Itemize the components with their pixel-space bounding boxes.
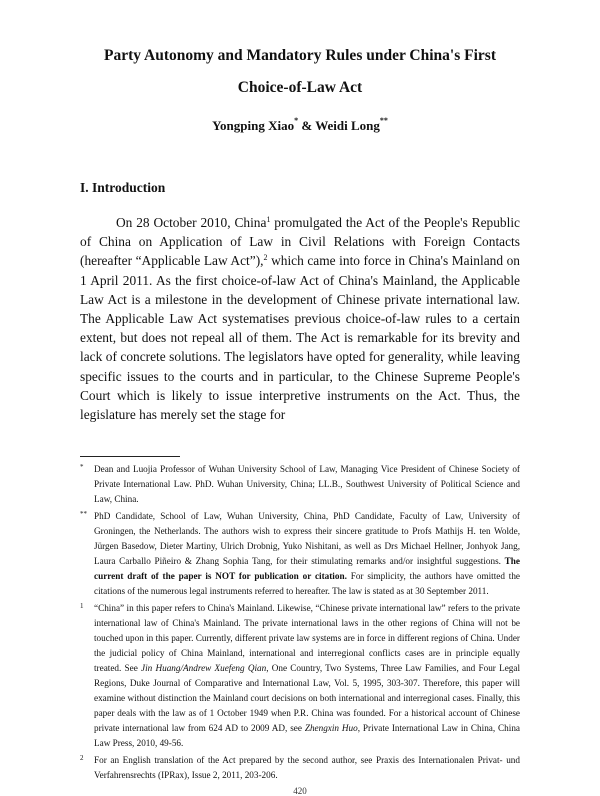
paper-title-line-2: Choice-of-Law Act	[237, 79, 363, 96]
author-line	[60, 118, 540, 134]
footnote-1-text-a: “China” in this paper refers to China's Mainland. Likewise, “Chinese private international law” refers to the private international law of China's Mainland. The private international laws in the other regions of China will not be touched upon in this paper. Currently, different private law systems are in force in different regions of China. Under the judicial policy of China Mainland, international and interregional conflicts cases are in principle equally treated. See	[94, 603, 520, 673]
footnote-ref-1: 1	[266, 215, 271, 224]
intro-text-part-1: On 28 October 2010, China	[116, 215, 267, 230]
footnote-separator	[80, 456, 180, 457]
author-2-name: Weidi Long	[315, 118, 380, 133]
footnote-double-star	[80, 509, 520, 599]
intro-text-part-2: promulgated the Act of the People's Republic of China on Application of Law in Civil Relations with Foreign Contacts (hereafter “Applicable Law Act”),	[80, 215, 521, 269]
footnote-double-star-text-b: For simplicity, the authors have omitted the citations of the numerous legal instruments referred to hereafter. The law is stated as at 30 September 2011.	[94, 571, 520, 596]
footnote-star-text: Dean and Luojia Professor of Wuhan University School of Law, Managing Vice President of Chinese Society of Private International Law. PhD. Wuhan University, China; LL.B., Southwest University of Political Science and Law, China.	[94, 464, 520, 504]
paper-title-line-1: Party Autonomy and Mandatory Rules under China's First	[104, 47, 496, 64]
footnote-star-mark: *	[80, 463, 84, 471]
author-conjunction: &	[298, 118, 316, 133]
footnote-1-mark: 1	[80, 602, 84, 610]
footnotes	[80, 462, 520, 785]
footnote-1-author-ref-1: Jin Huang/Andrew Xuefeng Qian	[141, 663, 267, 673]
footnote-ref-2: 2	[263, 253, 268, 263]
footnote-1-text-b: , One Country, Two Systems, Three Law Families, and Four Legal Regions, Duke Journal of Comparative and International Law, Vol. 5, 1995, 303-307. Therefore, this paper will examine without distinction the Mainland court decisions on both international and interregional cases. Finally, this paper deals with the law as of 1 October 1949 when P.R. China was founded. For a historical account of Chinese private international law from 624 AD to 2009 AD, see	[94, 663, 520, 733]
footnote-1	[80, 601, 520, 751]
footnote-2-mark: 2	[80, 754, 84, 762]
footnote-1-author-ref-2: Zhengxin Huo	[304, 723, 358, 733]
footnote-double-star-text-a: PhD Candidate, School of Law, Wuhan University, China, PhD Candidate, Faculty of Law, University of Groningen, the Netherlands. The authors wish to express their sincere gratitude to Profs Mathijs H. ten Wolde, Jürgen Basedow, Dieter Martiny, Ulrich Drobnig, Yuko Nishitani, as well as Drs Michael Hellner, Jonhyok Jang, Laura Carballo Piñeiro & Zhang Sophia Tang, for their stimulating remarks and/or insightful suggestions.	[94, 511, 520, 566]
page-number: 420	[293, 786, 307, 796]
footnote-2-text: For an English translation of the Act prepared by the second author, see Praxis des Internationalen Privat- und Verfahrensrechts (IPRax), Issue 2, 2011, 203-206.	[94, 755, 520, 780]
footnote-2	[80, 753, 520, 783]
footnote-double-star-mark: **	[80, 510, 87, 518]
footnote-star	[80, 462, 520, 507]
footnote-1-text-c: , Private International Law in China, China Law Press, 2010, 49-56.	[94, 723, 520, 748]
author-1-name: Yongping Xiao	[212, 118, 295, 133]
intro-text-part-3: which came into force in China's Mainland on 1 April 2011. As the first choice-of-law Act of China's Mainland, the Applicable Law Act is a milestone in the development of Chinese private international law. The Applicable Law Act systematises previous choice-of-law rules to a certain extent, but does not repeal all of them. The Act is remarkable for its brevity and lack of concrete solutions. The legislators have opted for generality, while leaving specific issues to the courts and in particular, to the Chinese Supreme People's Court which is likely to issue interpretive instruments on the Act. Thus, the legislature has merely set the stage for	[80, 253, 520, 423]
author-1-footnote-mark: *	[294, 116, 299, 125]
intro-paragraph	[80, 213, 520, 424]
section-heading: I. Introduction	[80, 180, 166, 195]
author-2-footnote-mark: **	[379, 116, 388, 125]
footnote-draft-notice: The current draft of the paper is NOT for publication or citation.	[94, 556, 520, 581]
